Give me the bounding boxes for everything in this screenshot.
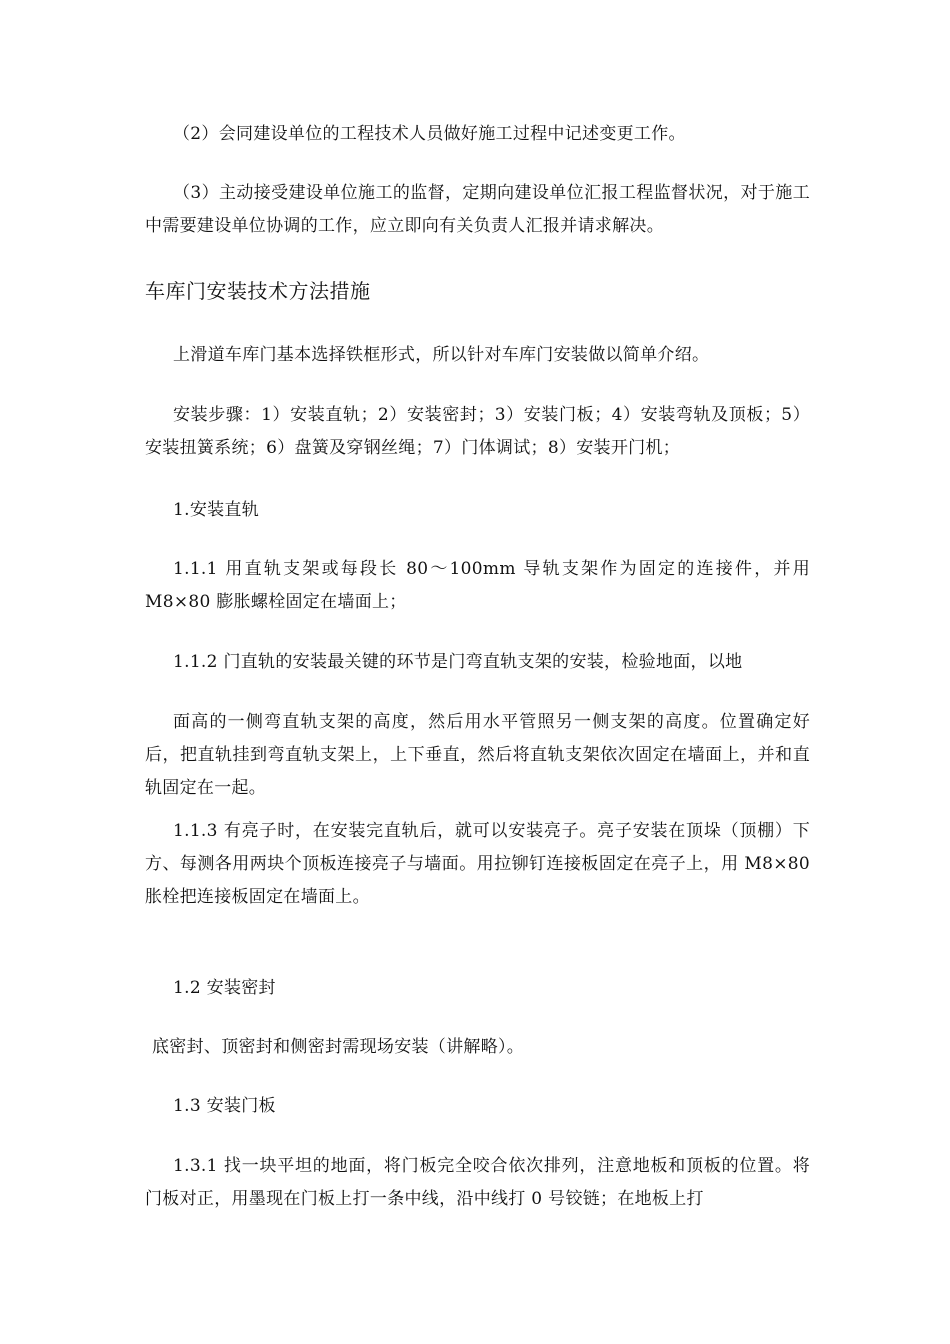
- subheading-1: 1.安装直轨: [173, 500, 260, 520]
- paragraph-1-3-1: 1.3.1 找一块平坦的地面，将门板完全咬合依次排列，注意地板和顶板的位置。将门板对正，用墨现在门板上打一条中线，沿中线打 0 号铰链；在地板上打: [145, 1156, 810, 1209]
- subheading-1-2: 1.2 安装密封: [173, 978, 276, 998]
- paragraph-1-1-2: 1.1.2 门直轨的安装最关键的环节是门弯直轨支架的安装，检验地面，以地: [173, 652, 743, 672]
- paragraph-1-1-1: 1.1.1 用直轨支架或每段长 80～100mm 导轨支架作为固定的连接件，并用 M8×80 膨胀螺栓固定在墙面上；: [145, 559, 810, 612]
- paragraph-2: （2）会同建设单位的工程技术人员做好施工过程中记述变更工作。: [173, 124, 686, 144]
- paragraph-1-1-2-cont: 面高的一侧弯直轨支架的高度，然后用水平管照另一侧支架的高度。位置确定好后，把直轨挂到弯直轨支架上，上下垂直，然后将直轨支架依次固定在墙面上，并和直轨固定在一起。: [145, 712, 810, 798]
- paragraph-3: （3）主动接受建设单位施工的监督，定期向建设单位汇报工程监督状况，对于施工中需要建设单位协调的工作，应立即向有关负责人汇报并请求解决。: [145, 183, 810, 236]
- install-steps: 安装步骤：1）安装直轨；2）安装密封；3）安装门板；4）安装弯轨及顶板；5）安装扭簧系统；6）盘簧及穿钢丝绳；7）门体调试；8）安装开门机；: [145, 405, 810, 458]
- subheading-1-3: 1.3 安装门板: [173, 1096, 276, 1116]
- paragraph-1-1-3: 1.1.3 有亮子时，在安装完直轨后，就可以安装亮子。亮子安装在顶垛（顶棚）下方、每测各用两块个顶板连接亮子与墙面。用拉铆钉连接板固定在亮子上，用 M8×80 胀栓把连接板固定在墙面上。: [145, 821, 810, 907]
- intro-paragraph: 上滑道车库门基本选择铁框形式，所以针对车库门安装做以简单介绍。: [173, 345, 710, 365]
- section-heading: 车库门安装技术方法措施: [145, 279, 371, 303]
- paragraph-seal: 底密封、顶密封和侧密封需现场安装（讲解略）。: [152, 1037, 525, 1057]
